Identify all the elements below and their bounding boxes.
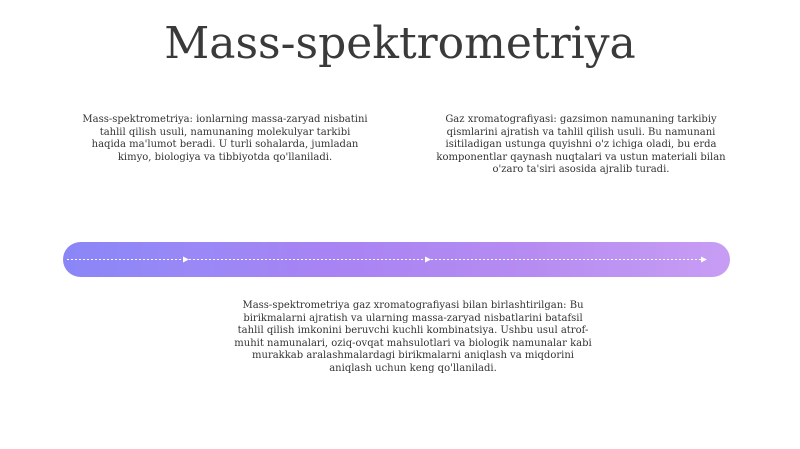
arrow-segment-3-head — [701, 257, 707, 263]
timeline-arrows — [63, 242, 730, 277]
timeline-bar — [63, 242, 730, 277]
text-block-mass-spectrometry: Mass-spektrometriya: ionlarning massa-zaryad nisbatini tahlil qilish usuli, namunaning molekulyar tarkibi haqida ma'lumot beradi. U turli sohalarda, jumladan kimyo, biologiya va tibbiyotda qo'llaniladi. — [82, 114, 368, 163]
text-block-combined-method: Mass-spektrometriya gaz xromatografiyasi bilan birlashtirilgan: Bu birikmalarni ajratish va ularning massa-zaryad nisbatlarini batafsil tahlil qilish imkonini beruvchi kuchli kombinatsiya. Ushbu usul atrof-muhit namunalari, oziq-ovqat mahsulotlari va biologik namunalar kabi murakkab aralashmalardagi birikmalarni aniqlash va miqdorini aniqlash uchun keng qo'llaniladi. — [234, 300, 592, 374]
arrow-segment-1-head — [183, 257, 189, 263]
text-block-gas-chromatography: Gaz xromatografiyasi: gazsimon namunaning tarkibiy qismlarini ajratish va tahlil qilish usuli. Bu namunani isitiladigan ustunga quyishni o'z ichiga oladi, bu erda komponentlar qaynash nuqtalari va ustun materiali bilan o'zaro ta'siri asosida ajralib turadi. — [436, 114, 726, 175]
page-title: Mass-spektrometriya — [164, 18, 636, 69]
arrow-segment-2-head — [425, 257, 431, 263]
